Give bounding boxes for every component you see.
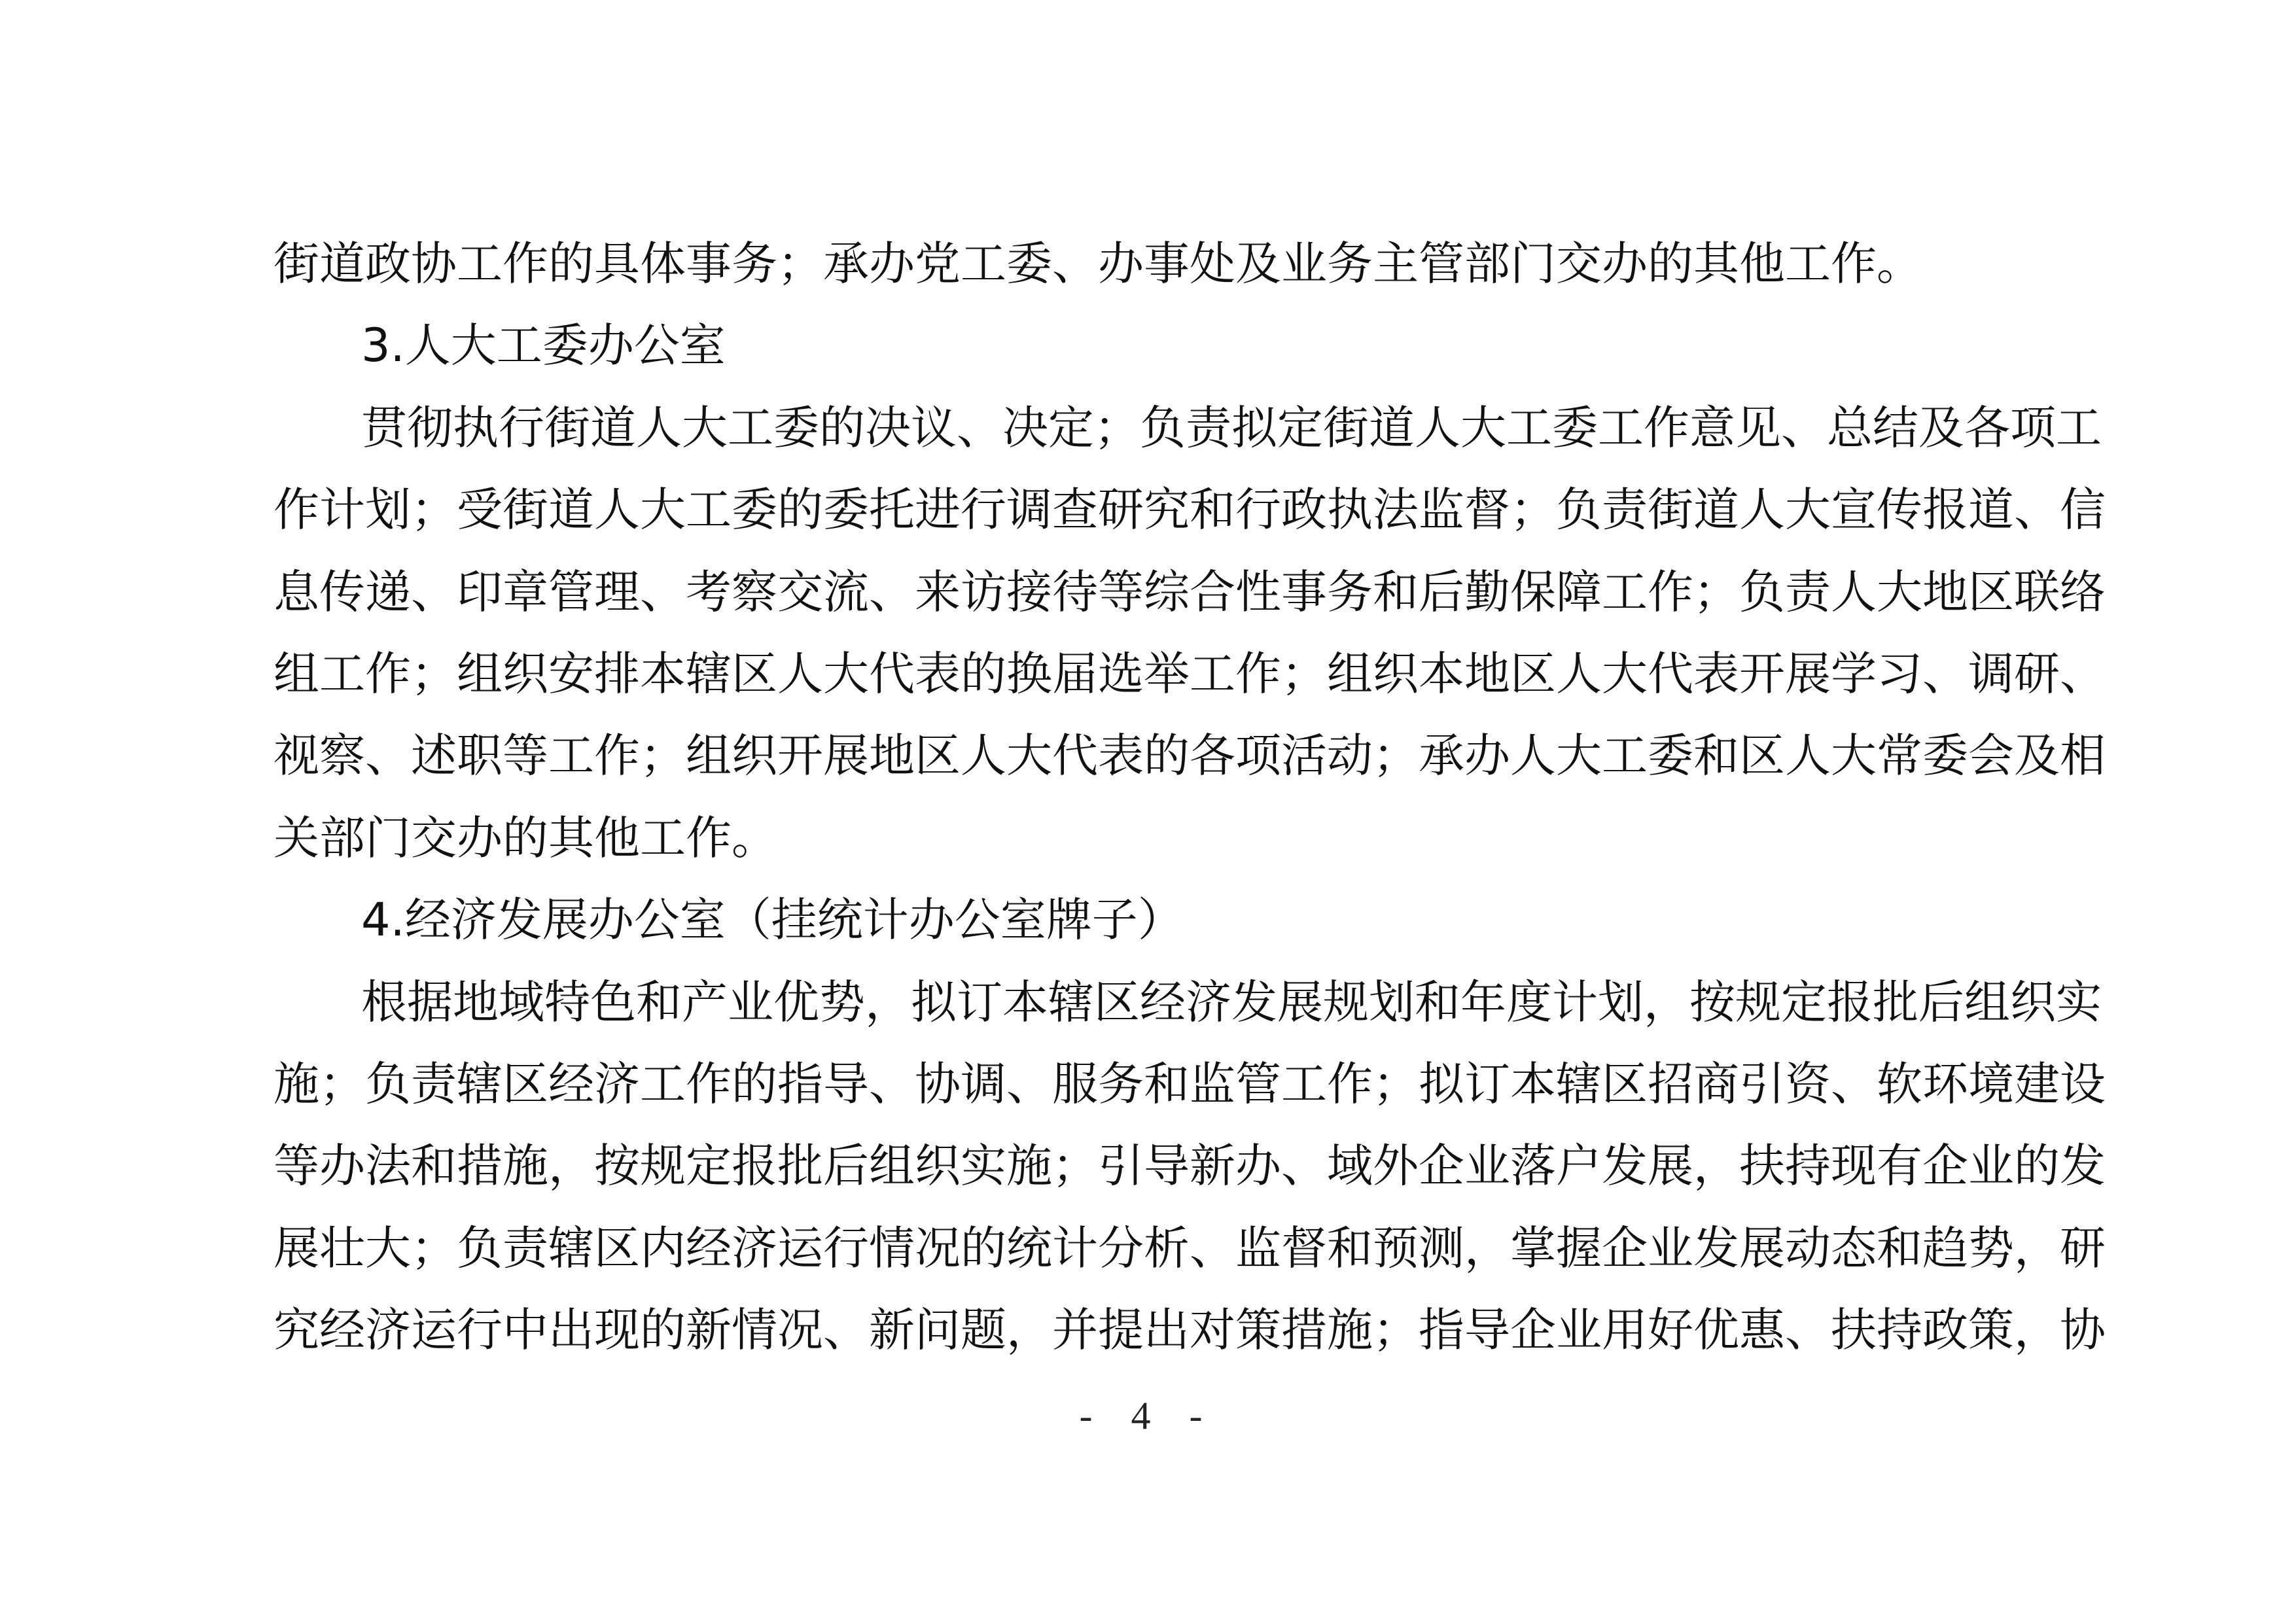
paragraph-line: 关部门交办的其他工作。 bbox=[274, 811, 777, 865]
section-heading-renda: 3.人大工委办公室 bbox=[361, 319, 726, 373]
paragraph-line: 贯彻执行街道人大工委的决议、决定；负责拟定街道人大工委工作意见、总结及各项工 bbox=[361, 400, 2102, 455]
paragraph-line: 究经济运行中出现的新情况、新问题，并提出对策措施；指导企业用好优惠、扶持政策，协 bbox=[274, 1303, 2106, 1357]
paragraph-line: 组工作；组织安排本辖区人大代表的换届选举工作；组织本地区人大代表开展学习、调研、 bbox=[274, 646, 2106, 701]
page-number: - 4 - bbox=[1079, 1394, 1217, 1437]
paragraph-line: 作计划；受街道人大工委的委托进行调查研究和行政执法监督；负责街道人大宣传报道、信 bbox=[274, 483, 2106, 537]
section-heading-economy: 4.经济发展办公室（挂统计办公室牌子） bbox=[361, 893, 1184, 947]
paragraph-line: 展壮大；负责辖区内经济运行情况的统计分析、监督和预测，掌握企业发展动态和趋势，研 bbox=[274, 1221, 2106, 1275]
paragraph-line: 施；负责辖区经济工作的指导、协调、服务和监管工作；拟订本辖区招商引资、软环境建设 bbox=[274, 1056, 2106, 1111]
paragraph-line: 息传递、印章管理、考察交流、来访接待等综合性事务和后勤保障工作；负责人大地区联络 bbox=[274, 565, 2106, 619]
document-body bbox=[274, 223, 2106, 1371]
paragraph-line: 等办法和措施，按规定报批后组织实施；引导新办、域外企业落户发展，扶持现有企业的发 bbox=[274, 1139, 2106, 1193]
paragraph-line: 街道政协工作的具体事务；承办党工委、办事处及业务主管部门交办的其他工作。 bbox=[274, 237, 1922, 290]
paragraph-line: 根据地域特色和产业优势，拟订本辖区经济发展规划和年度计划，按规定报批后组织实 bbox=[361, 975, 2102, 1029]
paragraph-line: 视察、述职等工作；组织开展地区人大代表的各项活动；承办人大工委和区人大常委会及相 bbox=[274, 729, 2106, 783]
